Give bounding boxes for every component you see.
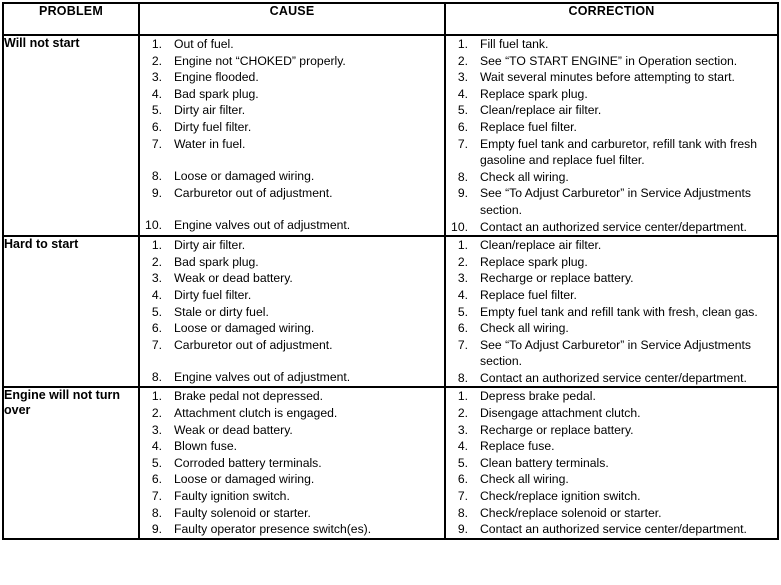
list-item-number: 8. [457, 505, 468, 520]
list-item-number: 1. [457, 37, 468, 51]
list-item-number: 1. [457, 389, 468, 404]
list-item-number: 4. [151, 439, 162, 454]
list-item-number: 3. [151, 70, 162, 85]
list-item [140, 369, 444, 386]
list-item [140, 287, 444, 304]
list-item-number: 1. [457, 238, 468, 253]
list-item-number: 8. [151, 370, 162, 385]
list-item [446, 185, 777, 218]
list-item-number: 2. [457, 406, 468, 421]
list-item-text: Attachment clutch is engaged. [174, 406, 338, 421]
list-item [140, 471, 444, 488]
column-header-correction: CORRECTION [445, 3, 778, 35]
list-item-text: Engine flooded. [174, 70, 259, 85]
list-item-text: Loose or damaged wiring. [174, 472, 315, 487]
list-item [446, 438, 777, 455]
list-item-number: 8. [457, 370, 468, 385]
correction-cell [445, 387, 778, 538]
list-item-number: 4. [457, 287, 468, 302]
list-item [140, 320, 444, 337]
list-item [140, 86, 444, 103]
list-item-number: 10. [145, 218, 162, 233]
list-item-text: Recharge or replace battery. [480, 271, 634, 286]
list-item-text: Bad spark plug. [174, 86, 259, 101]
list-item-number: 3. [457, 70, 468, 85]
list-item-text: Check all wiring. [480, 169, 569, 184]
list-item-text: Corroded battery terminals. [174, 455, 322, 470]
list-item-text: Water in fuel. [174, 136, 246, 151]
list-item-text: Engine valves out of adjustment. [174, 370, 351, 385]
list-item-text: Recharge or replace battery. [480, 422, 634, 437]
troubleshooting-table [2, 2, 779, 540]
list-item-number: 9. [457, 522, 468, 537]
list-item-text: Clean/replace air filter. [480, 103, 602, 118]
list-item-text: See “To Adjust Carburetor” in Service Adjustments section. [480, 337, 751, 369]
list-item [446, 69, 777, 86]
correction-cell [445, 236, 778, 387]
list-item-text: Dirty air filter. [174, 238, 246, 253]
list-item-number: 7. [457, 337, 468, 352]
list-item-text: Contact an authorized service center/department. [480, 522, 747, 537]
table-header-row [3, 3, 778, 35]
list-item-text: Check all wiring. [480, 321, 569, 336]
list-item [140, 119, 444, 136]
list-item-text: Contact an authorized service center/department. [480, 219, 747, 234]
list-item-number: 5. [457, 103, 468, 118]
list-item [140, 254, 444, 271]
list-item [140, 438, 444, 455]
list-item [446, 422, 777, 439]
list-item [446, 405, 777, 422]
list-item-number: 1. [151, 389, 162, 404]
list-item-text: Clean battery terminals. [480, 455, 609, 470]
list-item-number: 7. [151, 337, 162, 352]
list-item [140, 505, 444, 522]
list-item-number: 6. [457, 321, 468, 336]
cause-cell [139, 387, 445, 538]
list-item [140, 217, 444, 234]
list-item-text: Depress brake pedal. [480, 389, 596, 404]
list-item-text: Contact an authorized service center/department. [480, 370, 747, 385]
list-item-number: 5. [151, 304, 162, 319]
cause-list [140, 388, 444, 537]
list-item-text: Weak or dead battery. [174, 422, 293, 437]
list-item-number: 1. [151, 238, 162, 253]
list-item [446, 488, 777, 505]
list-item-text: Check all wiring. [480, 472, 569, 487]
list-item-number: 4. [151, 86, 162, 101]
column-header-cause: CAUSE [139, 3, 445, 35]
list-item-number: 7. [457, 489, 468, 504]
list-item [140, 185, 444, 202]
list-item-number: 6. [151, 119, 162, 134]
list-item [446, 337, 777, 370]
list-item-number: 9. [151, 185, 162, 200]
list-item-text: Replace fuel filter. [480, 119, 577, 134]
list-item-text: Disengage attachment clutch. [480, 406, 641, 421]
list-item-text: Engine valves out of adjustment. [174, 218, 351, 233]
list-item [140, 337, 444, 354]
list-item-number: 5. [151, 103, 162, 118]
troubleshooting-page [0, 2, 781, 585]
list-item-number: 10. [451, 219, 468, 234]
list-item [140, 168, 444, 185]
table-body [3, 35, 778, 539]
list-item [140, 270, 444, 287]
list-item-text: Check/replace ignition switch. [480, 489, 641, 504]
list-item-text: Faulty solenoid or starter. [174, 505, 311, 520]
list-item-number: 8. [457, 169, 468, 184]
list-item-text: Engine not “CHOKED” properly. [174, 53, 346, 68]
list-item-number: 7. [151, 136, 162, 151]
list-item [140, 388, 444, 405]
correction-cell [445, 35, 778, 236]
table-row [3, 387, 778, 538]
list-item [446, 521, 777, 538]
list-item-number: 5. [457, 455, 468, 470]
list-item-number: 2. [457, 53, 468, 68]
list-item [446, 287, 777, 304]
list-item-number: 6. [151, 321, 162, 336]
list-item-number: 3. [151, 422, 162, 437]
list-item [140, 53, 444, 70]
list-item-number: 2. [457, 254, 468, 269]
list-item [446, 320, 777, 337]
list-item-number: 5. [151, 455, 162, 470]
table-row [3, 236, 778, 387]
list-item-number: 6. [151, 472, 162, 487]
list-item-text: Blown fuse. [174, 439, 238, 454]
list-item [140, 69, 444, 86]
list-item [446, 102, 777, 119]
list-item-number: 2. [151, 53, 162, 68]
list-item-text: Empty fuel tank and carburetor, refill tank with fresh gasoline and replace fuel filter. [480, 136, 758, 168]
list-item [140, 422, 444, 439]
list-item-number: 6. [457, 119, 468, 134]
list-item-number: 2. [151, 254, 162, 269]
list-item-number: 9. [151, 522, 162, 537]
table-row [3, 35, 778, 236]
correction-list [446, 237, 777, 386]
list-item [446, 36, 777, 53]
list-item [140, 455, 444, 472]
list-item-number: 5. [457, 304, 468, 319]
list-item-number: 3. [457, 422, 468, 437]
problem-cell: Hard to start [3, 236, 139, 387]
list-item-text: Replace spark plug. [480, 86, 588, 101]
list-item-text: Fill fuel tank. [480, 37, 549, 51]
list-item [140, 304, 444, 321]
cause-list [140, 237, 444, 386]
list-item [446, 388, 777, 405]
list-item-number: 7. [151, 489, 162, 504]
list-item-text: Dirty fuel filter. [174, 287, 252, 302]
list-item-number: 3. [151, 271, 162, 286]
list-item [446, 304, 777, 321]
list-item [140, 136, 444, 153]
list-item-text: Empty fuel tank and refill tank with fresh, clean gas. [480, 304, 758, 319]
list-item [140, 521, 444, 538]
list-item-text: Dirty air filter. [174, 103, 246, 118]
list-item [446, 505, 777, 522]
list-item [446, 86, 777, 103]
list-item [446, 169, 777, 186]
list-item [140, 488, 444, 505]
list-item [140, 36, 444, 53]
list-item [446, 136, 777, 169]
cause-cell [139, 35, 445, 236]
list-item-text: Replace fuse. [480, 439, 555, 454]
correction-list [446, 36, 777, 235]
list-item-text: Brake pedal not depressed. [174, 389, 324, 404]
list-item-text: Replace spark plug. [480, 254, 588, 269]
list-item-text: Bad spark plug. [174, 254, 259, 269]
list-item-text: Check/replace solenoid or starter. [480, 505, 662, 520]
list-item [446, 219, 777, 236]
list-item-text: Faulty operator presence switch(es). [174, 522, 372, 537]
list-item-text: See “To Adjust Carburetor” in Service Adjustments section. [480, 186, 751, 217]
column-header-problem: PROBLEM [3, 3, 139, 35]
list-item-number: 2. [151, 406, 162, 421]
list-item-text: Dirty fuel filter. [174, 119, 252, 134]
list-item-number: 1. [151, 37, 162, 51]
problem-cell: Engine will not turn over [3, 387, 139, 538]
list-item-text: Loose or damaged wiring. [174, 169, 315, 184]
list-item [446, 237, 777, 254]
list-item [446, 270, 777, 287]
list-item [140, 405, 444, 422]
cause-cell [139, 236, 445, 387]
list-item-text: Out of fuel. [174, 37, 234, 51]
list-item [446, 370, 777, 387]
list-item-number: 8. [151, 169, 162, 184]
list-item-text: Weak or dead battery. [174, 271, 293, 286]
list-item-number: 4. [151, 287, 162, 302]
list-item-number: 8. [151, 505, 162, 520]
list-item-text: Faulty ignition switch. [174, 489, 290, 504]
list-item [446, 254, 777, 271]
list-item-number: 4. [457, 86, 468, 101]
cause-list [140, 36, 444, 234]
list-item [446, 471, 777, 488]
list-item-number: 9. [457, 186, 468, 201]
list-item [446, 455, 777, 472]
list-item-text: Stale or dirty fuel. [174, 304, 269, 319]
list-item-text: Carburetor out of adjustment. [174, 337, 333, 352]
list-item [446, 53, 777, 70]
list-item [140, 237, 444, 254]
list-item-text: Clean/replace air filter. [480, 238, 602, 253]
list-item-text: Loose or damaged wiring. [174, 321, 315, 336]
list-item-text: Wait several minutes before attempting to start. [480, 70, 735, 85]
correction-list [446, 388, 777, 537]
list-item-number: 4. [457, 439, 468, 454]
problem-cell: Will not start [3, 35, 139, 236]
list-item-text: Carburetor out of adjustment. [174, 185, 333, 200]
list-item [446, 119, 777, 136]
list-item-text: See “TO START ENGINE” in Operation section. [480, 53, 738, 68]
list-item [140, 102, 444, 119]
list-item-text: Replace fuel filter. [480, 287, 577, 302]
list-item-number: 3. [457, 271, 468, 286]
list-item-number: 6. [457, 472, 468, 487]
list-item-number: 7. [457, 136, 468, 151]
